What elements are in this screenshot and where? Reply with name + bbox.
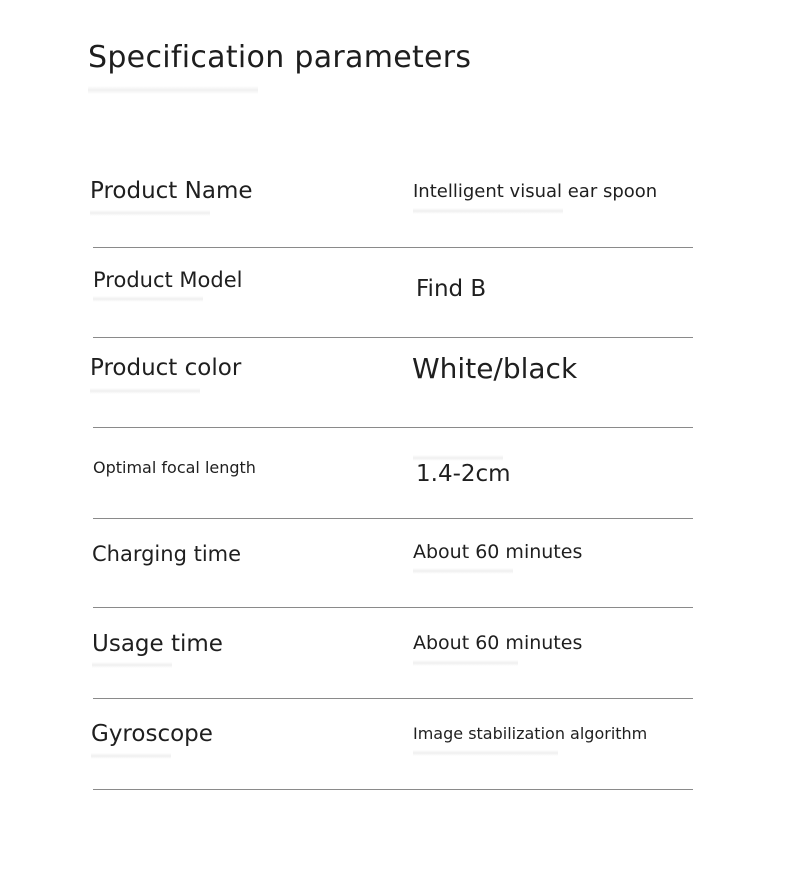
row-divider <box>93 247 693 248</box>
row-divider <box>93 337 693 338</box>
row-divider <box>93 789 693 790</box>
spec-value-product-color: White/black <box>412 352 578 385</box>
label-shade <box>90 210 210 216</box>
label-shade <box>92 662 172 668</box>
row-divider <box>93 518 693 519</box>
row-divider <box>93 698 693 699</box>
label-shade <box>93 296 203 302</box>
spec-value-gyroscope: Image stabilization algorithm <box>413 724 648 743</box>
spec-value-product-name: Intelligent visual ear spoon <box>413 181 658 202</box>
spec-value-usage-time: About 60 minutes <box>413 632 583 654</box>
value-shade <box>413 568 513 574</box>
spec-label-gyroscope: Gyroscope <box>91 721 213 747</box>
spec-label-product-name: Product Name <box>90 178 253 204</box>
spec-label-optimal-focal-length: Optimal focal length <box>93 458 256 477</box>
page-title: Specification parameters <box>88 40 472 75</box>
spec-value-product-model: Find B <box>416 276 487 302</box>
label-shade <box>91 753 171 759</box>
spec-label-product-color: Product color <box>90 355 242 381</box>
value-shade <box>413 660 518 666</box>
spec-value-optimal-focal-length: 1.4-2cm <box>416 461 511 487</box>
spec-label-charging-time: Charging time <box>92 542 242 566</box>
spec-label-product-model: Product Model <box>93 268 243 292</box>
spec-value-charging-time: About 60 minutes <box>413 541 583 563</box>
label-shade <box>90 388 200 394</box>
row-divider <box>93 427 693 428</box>
spec-label-usage-time: Usage time <box>92 631 223 657</box>
value-shade <box>413 750 558 756</box>
row-divider <box>93 607 693 608</box>
value-shade <box>413 208 563 214</box>
